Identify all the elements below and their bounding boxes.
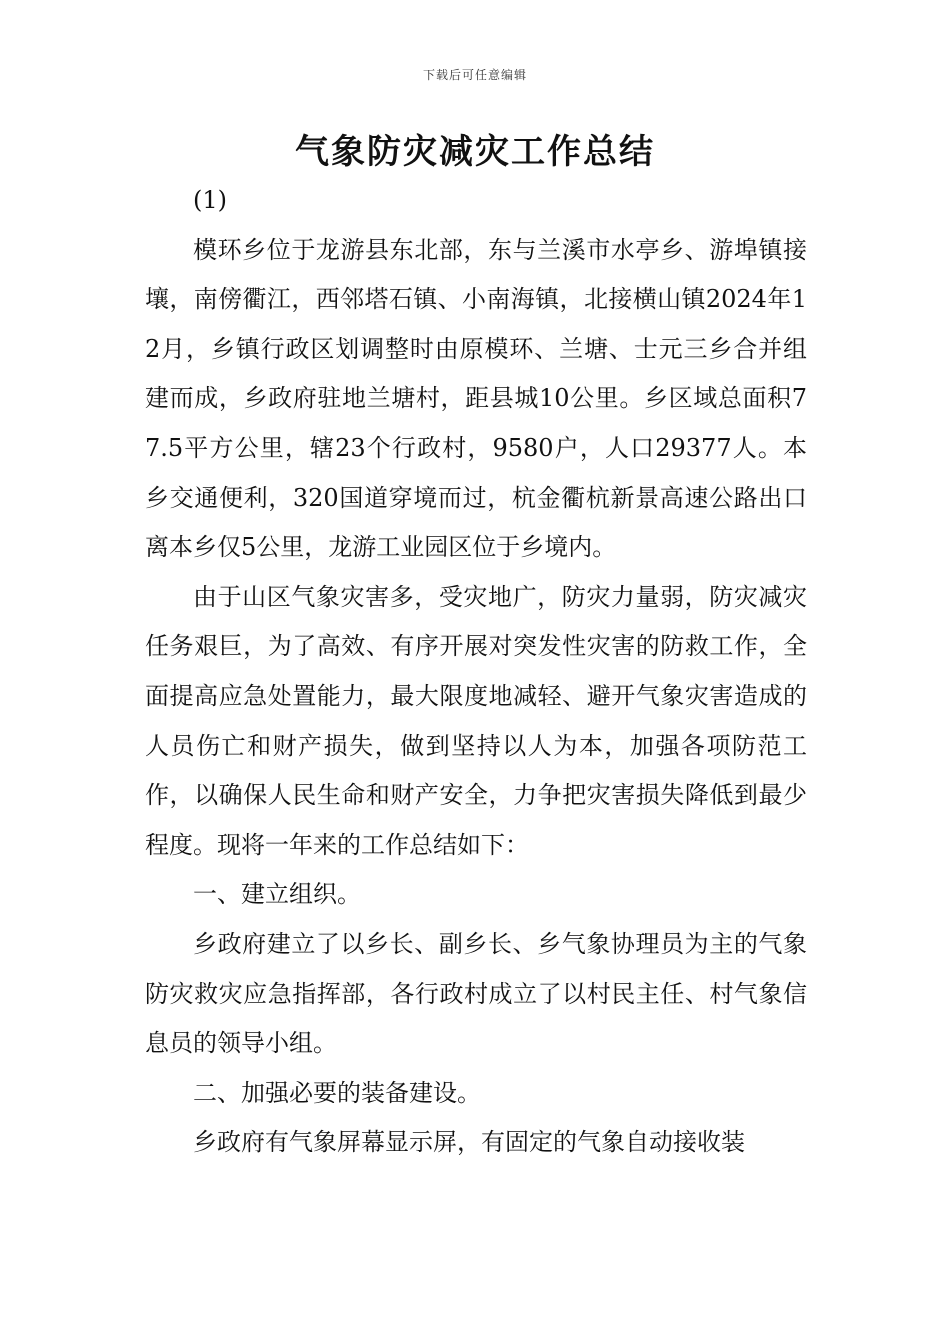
paragraph-overview: 模环乡位于龙游县东北部，东与兰溪市水亭乡、游埠镇接壤，南傍衢江，西邻塔石镇、小南海镇，北接横山镇2024年12月，乡镇行政区划调整时由原模环、兰塘、士元三乡合并组建而成，乡政府驻地兰塘村，距县城10公里。乡区域总面积77.5平方公里，辖23个行政村，9580户，人口29377人。本乡交通便利，320国道穿境而过，杭金衢杭新景高速公路出口离本乡仅5公里，龙游工业园区位于乡境内。 bbox=[145, 235, 807, 562]
header-note: 下载后可任意编辑 bbox=[422, 68, 527, 82]
paragraph-equipment: 乡政府有气象屏幕显示屏，有固定的气象自动接收装 bbox=[193, 1128, 745, 1157]
section-heading-organization: 一、建立组织。 bbox=[193, 880, 361, 909]
paragraph-section-number: (1) bbox=[193, 186, 227, 214]
document-title: 气象防灾减灾工作总结 bbox=[295, 132, 655, 172]
paragraph-organization: 乡政府建立了以乡长、副乡长、乡气象协理员为主的气象防灾救灾应急指挥部，各行政村成立了以村民主任、村气象信息员的领导小组。 bbox=[145, 929, 807, 1058]
section-heading-equipment: 二、加强必要的装备建设。 bbox=[193, 1078, 481, 1107]
paragraph-background: 由于山区气象灾害多，受灾地广，防灾力量弱，防灾减灾任务艰巨，为了高效、有序开展对突发性灾害的防救工作，全面提高应急处置能力，最大限度地减轻、避开气象灾害造成的人员伤亡和财产损失，做到坚持以人为本，加强各项防范工作，以确保人民生命和财产安全，力争把灾害损失降低到最少程度。现将一年来的工作总结如下： bbox=[145, 582, 807, 859]
document-body bbox=[145, 176, 807, 1168]
